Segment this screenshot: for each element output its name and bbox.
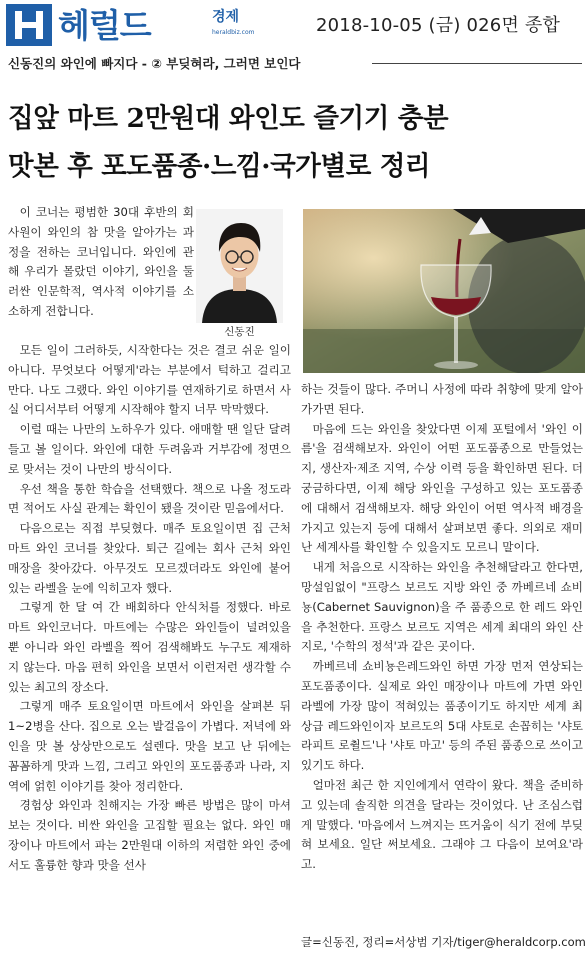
article-paragraph: 그렇게 매주 토요일이면 마트에서 와인을 살펴본 뒤 1~2병을 산다. 집으로 오는 발걸음이 가볍다. 저녁에 와인을 맛 볼 상상만으로도 설렌다. 맛을 보고 난 뒤에는 꼼꼼하게 맛과 느낌, 그리고 와인의 포도품종과 나라, 지역에 얽힌 이야기를 찾아 정리한다.: [8, 699, 291, 793]
article-paragraph: 내게 처음으로 시작하는 와인을 추천해달라고 한다면, 망설임없이 "프랑스 보르도 지방 와인 중 까베르네 쇼비뇽(Cabernet Sauvignon)을 주 품종으로 한 레드 와인을 추천한다. 프랑스 보르도 지역은 세계 최대의 와인 산지로, '수학의 정석'과 같은 곳이다.: [301, 560, 583, 654]
author-portrait: [196, 209, 283, 323]
article-column-1: [8, 341, 291, 876]
article-paragraph: 얼마전 최근 한 지인에게서 연락이 왔다. 책을 준비하고 있는데 솔직한 의견을 달라는 것이었다. 난 조심스럽게 말했다. '마음에서 느껴지는 뜨거움이 식기 전에 부딪혀 보세요. 일단 써보세요. 그래야 그 다음이 보여요'라고.: [301, 777, 583, 872]
article-paragraph: 까베르네 쇼비뇽은레드와인 하면 가장 먼저 연상되는 포도품종이다. 실제로 와인 매장이나 마트에 가면 와인 라벨에 가장 많이 적혀있는 품종이기도 하지만 세계 최상급 레드와인이자 보르도의 5대 샤토로 손꼽히는 '샤토 라피트 로췰드'나 '샤토 마고' 등의 주된 품종으로 쓰이고 있기도 하다.: [301, 659, 583, 773]
headline-line-1: 집앞 마트 2만원대 와인도 즐기기 충분: [8, 103, 449, 134]
series-title: 신동진의 와인에 빠지다 - ② 부딪혀라, 그러면 보인다: [8, 56, 301, 71]
intro-text: [8, 203, 194, 322]
herald-logo-icon: [6, 4, 52, 46]
article-paragraph: 경험상 와인과 친해지는 가장 빠른 방법은 많이 마셔보는 것이다. 비싼 와인을 고집할 필요는 없다. 와인 매장이나 마트에서 파는 2만원대 이하의 저렴한 와인 중에서도 훌륭한 향과 맛을 선사: [8, 798, 291, 872]
wine-glass-image: [303, 209, 585, 373]
newspaper-url: heraldbiz.com: [212, 29, 255, 36]
issue-dateline: 2018-10-05 (금) 026면 종합: [316, 15, 561, 36]
article-paragraph: 다음으로는 직접 부딪혔다. 매주 토요일이면 집 근처 마트 와인 코너를 찾았다. 퇴근 길에는 회사 근처 와인 매장을 찾아갔다. 아무것도 모르겠더라도 와인에 붙어 있는 라벨을 눈에 익히고자 했다.: [8, 521, 291, 595]
intro-paragraph: 이 코너는 평범한 30대 후반의 회사원이 와인의 참 맛을 알아가는 과정을 전하는 코너입니다. 와인에 관해 우리가 몰랐던 이야기, 와인을 둘러싼 인문학적, 역사적 이야기를 소소하게 전합니다.: [8, 205, 194, 318]
headline-line-2: 맛본 후 포도품종·느낌·국가별로 정리: [8, 151, 431, 182]
masthead: [0, 0, 588, 50]
newspaper-name: 헤럴드: [58, 6, 151, 45]
wine-pouring-photo: [303, 209, 585, 373]
article-paragraph: 모든 일이 그러하듯, 시작한다는 것은 결코 쉬운 일이 아니다. 무엇보다 어떻게'라는 부분에서 턱하고 걸리고 만다. 나도 그랬다. 와인 이야기를 연재하기로 하면서 사실 어디서부터 어떻게 시작해야 할지 너무 막막했다.: [8, 343, 291, 417]
article-byline: 글=신동진, 정리=서상범 기자/tiger@heraldcorp.com: [301, 935, 586, 949]
article-paragraph: 그렇게 한 달 여 간 배회하다 안식처를 정했다. 바로 마트 와인코너다. 마트에는 수많은 와인들이 널려있을 뿐 아니라 와인 라벨을 찍어 검색해봐도 누구도 제재하지 않는다. 마음 편히 와인을 보면서 이런저런 생각할 수 있는 최고의 장소다.: [8, 600, 291, 694]
article-paragraph: 하는 것들이 많다. 주머니 사정에 따라 취향에 맞게 알아가가면 된다.: [301, 382, 583, 416]
series-divider: [372, 63, 582, 64]
article-paragraph: 우선 책을 통한 학습을 선택했다. 책으로 나올 정도라면 적어도 사실 관계는 확인이 됐을 것이란 믿음에서다.: [8, 481, 291, 516]
article-column-2: [301, 380, 583, 875]
newspaper-section: 경제: [212, 9, 240, 25]
portrait-caption: 신동진: [224, 326, 255, 338]
author-portrait-image: [196, 209, 283, 323]
article-paragraph: 마음에 드는 와인을 찾았다면 이제 포털에서 '와인 이름'을 검색해보자. 와인이 어떤 포도품종으로 만들었는지, 생산자·제조 지역, 수상 이력 등을 확인하면 된다. 더 궁금하다면, 이제 해당 와인을 구성하고 있는 포도품종에 대해서 검색해보자. 해당 와인이 어떤 역사적 배경을 가지고 있는지 등에 대해서 살펴보면 좋다. 의외로 재미난 세계사를 확인할 수 있을지도 모르니 말이다.: [301, 421, 583, 555]
article-paragraph: 이럴 때는 나만의 노하우가 있다. 애매할 땐 일단 달려들고 볼 일이다. 와인에 대한 두려움과 거부감에 정면으로 맞서는 것이 나만의 방식이다.: [8, 422, 291, 476]
